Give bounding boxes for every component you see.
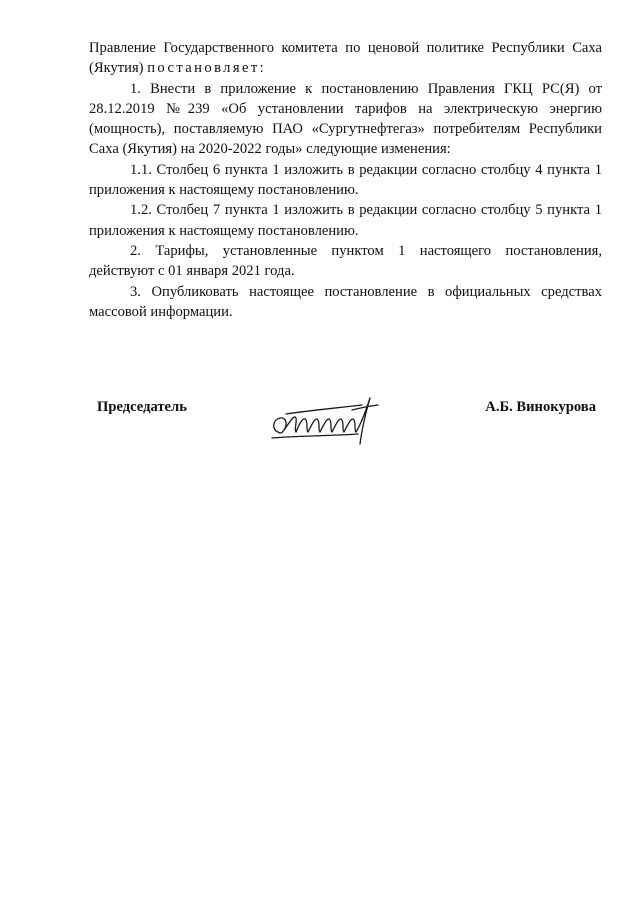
intro-paragraph <box>89 38 602 79</box>
item-paragraph-3: 3. Опубликовать настоящее постановление в официальных средствах массовой информации. <box>89 283 602 320</box>
item-paragraph-1-2: 1.2. Столбец 7 пункта 1 изложить в редакции согласно столбцу 5 пункта 1 приложения к настоящему постановлению. <box>89 202 602 239</box>
signatory-role: Председатель <box>97 399 187 415</box>
intro-text: Правление Государственного комитета по ценовой политике Республики Саха (Якутия) <box>89 40 602 77</box>
item-paragraph-2: 2. Тарифы, установленные пунктом 1 настоящего постановления, действуют с 01 января 2021 года. <box>89 242 602 280</box>
handwritten-signature <box>266 392 386 452</box>
item-paragraph-1: 1. Внести в приложение к постановлению Правления ГКЦ РС(Я) от 28.12.2019 №239 «Об установлении тарифов на электрическую энергию (мощность), поставляемую ПАО «Сургутнефтегаз» потребителям Республики Саха (Якутия) на 2020-2022 годы» следующие изменения: <box>89 80 602 158</box>
document-body <box>89 38 602 322</box>
signatory-name: А.Б. Винокурова <box>485 399 596 415</box>
item-paragraph-1-1: 1.1. Столбец 6 пункта 1 изложить в редакции согласно столбцу 4 пункта 1 приложения к настоящему постановлению. <box>89 161 602 199</box>
signature-block <box>89 392 602 462</box>
decree-word: постановляет: <box>147 60 267 77</box>
